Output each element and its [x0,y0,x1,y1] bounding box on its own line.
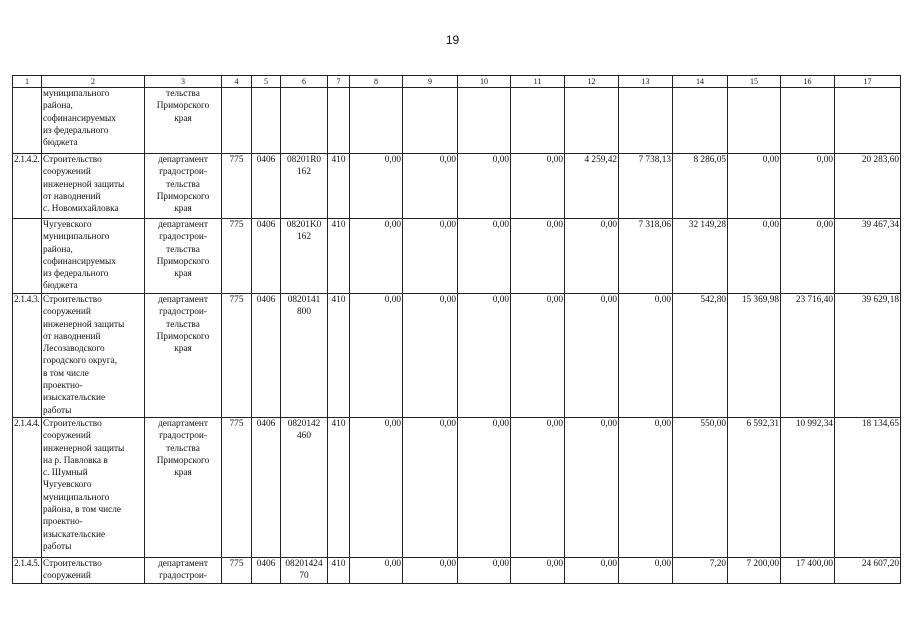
section-code-cell: 0406 [252,219,281,294]
amount-cell-col-11: 0,00 [511,418,565,558]
row-index-cell: 2.1.4.4. [13,418,42,558]
target-article-cell: 08201R0 162 [281,154,328,219]
amount-cell-col-12 [565,88,619,154]
ministry-code-cell: 775 [222,219,252,294]
table-body [13,88,901,584]
amount-cell-col-8: 0,00 [350,558,403,584]
measure-name-cell: Строительство сооружений инженерной защиты от наводнений Лесозаводского городского округа, в том числе проектно- изыскательские работы [42,294,145,418]
amount-cell-col-8: 0,00 [350,219,403,294]
column-header-14: 14 [673,76,728,88]
expense-type-cell: 410 [328,294,350,418]
target-article-cell: 08201K0 162 [281,219,328,294]
column-header-2: 2 [42,76,145,88]
measure-name-cell: Строительство сооружений [42,558,145,584]
amount-cell-col-11: 0,00 [511,154,565,219]
measure-name-cell: Строительство сооружений инженерной защиты на р. Павловка в с. Шумный Чугуевского муниципального района, в том числе проектно- изыскательские работы [42,418,145,558]
table-row [13,154,901,219]
expense-type-cell: 410 [328,418,350,558]
column-header-15: 15 [728,76,781,88]
column-header-1: 1 [13,76,42,88]
amount-cell-col-15: 0,00 [728,219,781,294]
row-index-cell: 2.1.4.2. [13,154,42,219]
row-index-cell: 2.1.4.5. [13,558,42,584]
budget-table [12,75,901,584]
page-number: 19 [445,33,460,47]
amount-cell-col-17: 39 629,18 [835,294,901,418]
section-code-cell: 0406 [252,558,281,584]
header-row [13,76,901,88]
amount-cell-col-15: 15 369,98 [728,294,781,418]
amount-cell-col-9: 0,00 [403,294,458,418]
amount-cell-col-16: 23 716,40 [781,294,835,418]
amount-cell-col-12: 0,00 [565,294,619,418]
amount-cell-col-11: 0,00 [511,219,565,294]
table-row [13,558,901,584]
section-code-cell: 0406 [252,154,281,219]
amount-cell-col-12: 0,00 [565,219,619,294]
column-header-6: 6 [281,76,328,88]
column-header-17: 17 [835,76,901,88]
amount-cell-col-17 [835,88,901,154]
row-index-cell: 2.1.4.3. [13,294,42,418]
row-index-cell [13,88,42,154]
department-cell: департамент градострои- тельства Приморского края [145,154,222,219]
column-header-10: 10 [458,76,511,88]
amount-cell-col-14: 32 149,28 [673,219,728,294]
expense-type-cell [328,88,350,154]
ministry-code-cell: 775 [222,418,252,558]
department-cell: департамент градострои- [145,558,222,584]
department-cell: департамент градострои- тельства Приморского края [145,418,222,558]
amount-cell-col-11: 0,00 [511,558,565,584]
measure-name-cell: Строительство сооружений инженерной защиты от наводнений с. Новомихайловка [42,154,145,219]
expense-type-cell: 410 [328,154,350,219]
amount-cell-col-10: 0,00 [458,154,511,219]
column-header-7: 7 [328,76,350,88]
amount-cell-col-10: 0,00 [458,558,511,584]
amount-cell-col-13: 0,00 [619,294,673,418]
amount-cell-col-15 [728,88,781,154]
amount-cell-col-12: 0,00 [565,418,619,558]
amount-cell-col-15: 6 592,31 [728,418,781,558]
section-code-cell: 0406 [252,294,281,418]
amount-cell-col-13: 0,00 [619,558,673,584]
measure-name-cell: Чугуевского муниципального района, софинансируемых из федерального бюджета [42,219,145,294]
column-header-13: 13 [619,76,673,88]
expense-type-cell: 410 [328,219,350,294]
amount-cell-col-8: 0,00 [350,154,403,219]
ministry-code-cell: 775 [222,558,252,584]
amount-cell-col-9: 0,00 [403,558,458,584]
amount-cell-col-17: 20 283,60 [835,154,901,219]
amount-cell-col-9 [403,88,458,154]
table-row [13,418,901,558]
column-header-8: 8 [350,76,403,88]
column-header-12: 12 [565,76,619,88]
department-cell: департамент градострои- тельства Приморского края [145,294,222,418]
amount-cell-col-16: 10 992,34 [781,418,835,558]
ministry-code-cell: 775 [222,294,252,418]
amount-cell-col-9: 0,00 [403,154,458,219]
amount-cell-col-14: 7,20 [673,558,728,584]
amount-cell-col-10 [458,88,511,154]
column-header-9: 9 [403,76,458,88]
amount-cell-col-8: 0,00 [350,294,403,418]
amount-cell-col-17: 24 607,20 [835,558,901,584]
amount-cell-col-10: 0,00 [458,294,511,418]
amount-cell-col-13: 0,00 [619,418,673,558]
amount-cell-col-16: 0,00 [781,219,835,294]
amount-cell-col-9: 0,00 [403,418,458,558]
amount-cell-col-14: 542,80 [673,294,728,418]
amount-cell-col-13: 7 318,06 [619,219,673,294]
amount-cell-col-11 [511,88,565,154]
column-header-16: 16 [781,76,835,88]
expense-type-cell: 410 [328,558,350,584]
measure-name-cell: муниципального района, софинансируемых из федерального бюджета [42,88,145,154]
department-cell: тельства Приморского края [145,88,222,154]
department-cell: департамент градострои- тельства Приморского края [145,219,222,294]
row-index-cell [13,219,42,294]
amount-cell-col-15: 0,00 [728,154,781,219]
amount-cell-col-12: 4 259,42 [565,154,619,219]
target-article-cell: 0820141 800 [281,294,328,418]
amount-cell-col-17: 18 134,65 [835,418,901,558]
amount-cell-col-13: 7 738,13 [619,154,673,219]
amount-cell-col-14: 8 286,05 [673,154,728,219]
amount-cell-col-13 [619,88,673,154]
target-article-cell [281,88,328,154]
column-header-5: 5 [252,76,281,88]
column-header-11: 11 [511,76,565,88]
target-article-cell: 0820142 460 [281,418,328,558]
ministry-code-cell: 775 [222,154,252,219]
amount-cell-col-16: 17 400,00 [781,558,835,584]
column-header-4: 4 [222,76,252,88]
table-row [13,219,901,294]
amount-cell-col-8 [350,88,403,154]
table-row [13,294,901,418]
table-row [13,88,901,154]
amount-cell-col-14: 550,00 [673,418,728,558]
amount-cell-col-16 [781,88,835,154]
target-article-cell: 08201424 70 [281,558,328,584]
amount-cell-col-12: 0,00 [565,558,619,584]
amount-cell-col-16: 0,00 [781,154,835,219]
ministry-code-cell [222,88,252,154]
table-header [13,76,901,88]
amount-cell-col-10: 0,00 [458,418,511,558]
amount-cell-col-14 [673,88,728,154]
section-code-cell [252,88,281,154]
section-code-cell: 0406 [252,418,281,558]
amount-cell-col-9: 0,00 [403,219,458,294]
amount-cell-col-11: 0,00 [511,294,565,418]
amount-cell-col-8: 0,00 [350,418,403,558]
column-header-3: 3 [145,76,222,88]
amount-cell-col-10: 0,00 [458,219,511,294]
amount-cell-col-17: 39 467,34 [835,219,901,294]
amount-cell-col-15: 7 200,00 [728,558,781,584]
